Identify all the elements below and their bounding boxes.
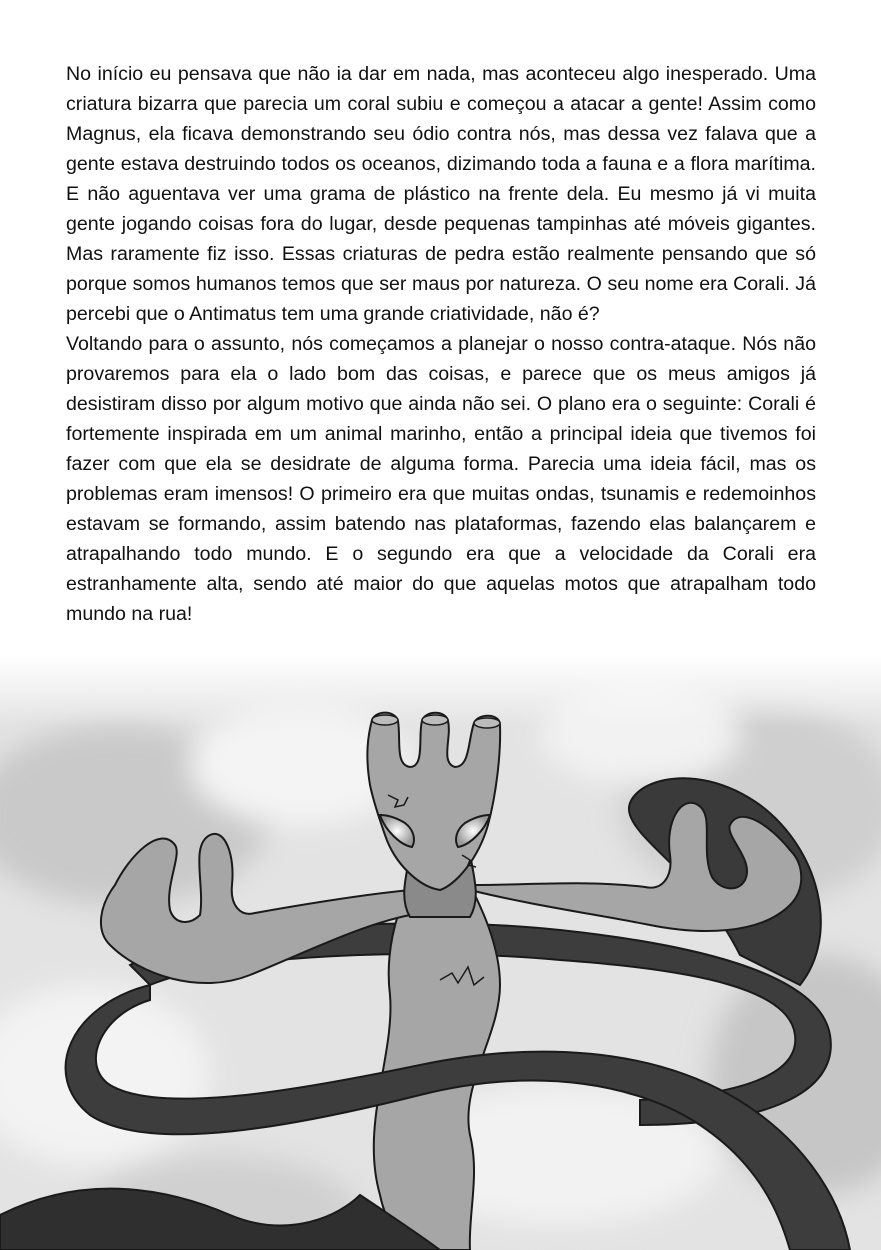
- coral-creature-illustration: [0, 655, 881, 1250]
- prong-ring-left: [372, 715, 398, 725]
- story-text: [66, 59, 816, 629]
- prong-ring-middle: [422, 715, 448, 725]
- story-paragraph-2: Voltando para o assunto, nós começamos a planejar o nosso contra-ataque. Nós não provaremos para ela o lado bom das coisas, e parece que os meus amigos já desistiram disso por algum motivo que ainda não sei. O plano era o seguinte: Corali é fortemente inspirada em um animal marinho, então a principal ideia que tivemos foi fazer com que ela se desidrate de alguma forma. Parecia uma ideia fácil, mas os problemas eram imensos! O primeiro era que muitas ondas, tsunamis e redemoinhos estavam se formando, assim batendo nas plataformas, fazendo elas balançarem e atrapalhando todo mundo. E o segundo era que a velocidade da Corali era estranhamente alta, sendo até maior do que aquelas motos que atrapalham todo mundo na rua!: [66, 333, 816, 625]
- prong-ring-right: [474, 718, 500, 728]
- illustration-canvas: [0, 655, 881, 1250]
- story-paragraph-1: No início eu pensava que não ia dar em nada, mas aconteceu algo inesperado. Uma criatura bizarra que parecia um coral subiu e começou a atacar a gente! Assim como Magnus, ela ficava demonstrando seu ódio contra nós, mas dessa vez falava que a gente estava destruindo todos os oceanos, dizimando toda a fauna e a flora marítima. E não aguentava ver uma grama de plástico na frente dela. Eu mesmo já vi muita gente jogando coisas fora do lugar, desde pequenas tampinhas até móveis gigantes. Mas raramente fiz isso. Essas criaturas de pedra estão realmente pensando que só porque somos humanos temos que ser maus por natureza. O seu nome era Corali. Já percebi que o Antimatus tem uma grande criatividade, não é?: [66, 63, 816, 325]
